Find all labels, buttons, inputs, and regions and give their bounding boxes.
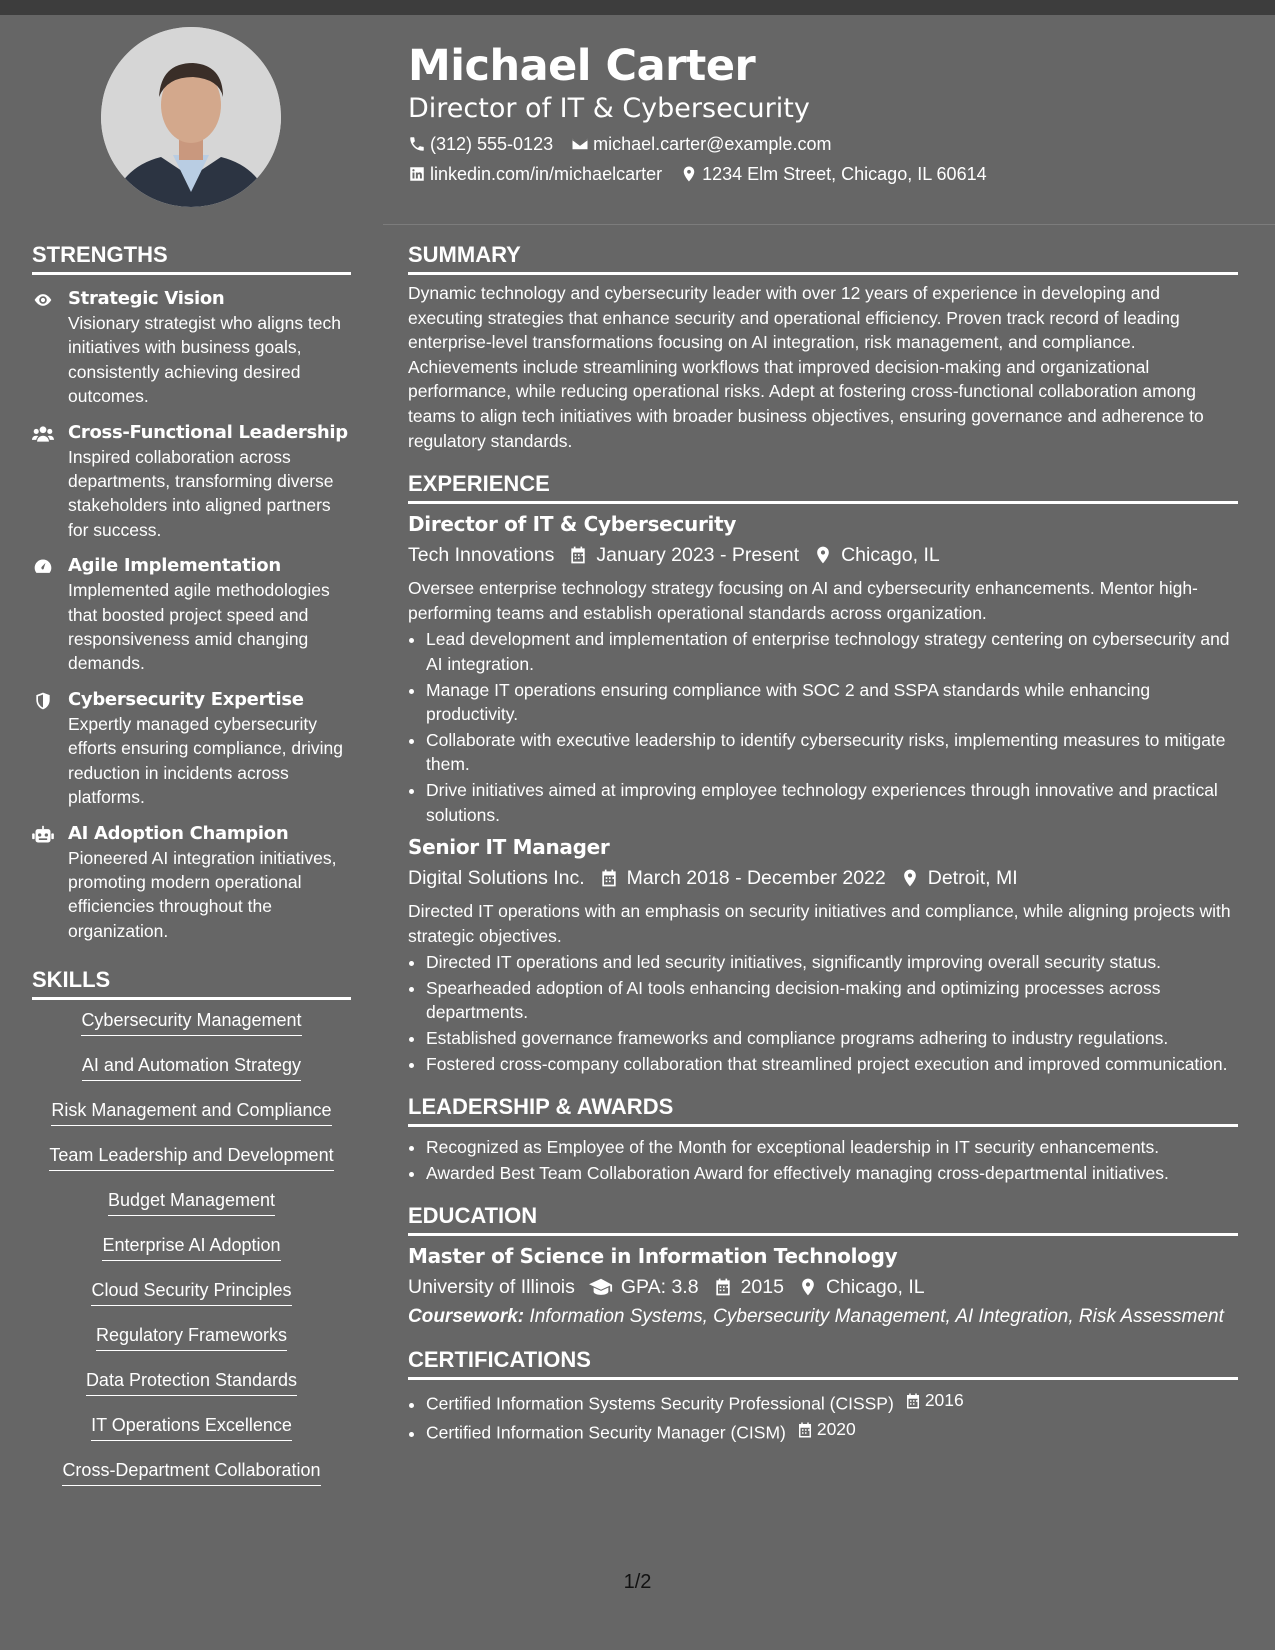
skill-label: Data Protection Standards [86,1368,297,1396]
certification-item [426,1388,1238,1416]
skill-item [32,1233,351,1264]
phone-number: (312) 555-0123 [430,134,554,154]
job-title: Director of IT & Cybersecurity [408,512,737,537]
job-location [813,540,940,570]
bullet-item: • Lead development and implementation of enterprise technology strategy centering on cybersecurity and AI integration. [426,627,1238,676]
skill-item [32,1278,351,1309]
skill-label: Team Leadership and Development [49,1143,333,1171]
linkedin-url: linkedin.com/in/michaelcarter [430,164,663,184]
skill-item [32,1053,351,1084]
year-text: 2020 [816,1419,856,1440]
gpa-text: GPA: 3.8 [620,1276,699,1299]
strengths-heading: STRENGTHS [32,240,351,275]
job-company [408,863,585,893]
calendar-icon [568,545,588,565]
skill-label: Enterprise AI Adoption [102,1233,280,1261]
job-dates [568,540,799,570]
skill-item [32,1188,351,1219]
header-divider [383,224,1275,225]
education-location [798,1272,925,1302]
calendar-icon [796,1421,814,1439]
location-text: Chicago, IL [825,1276,925,1299]
certification-year [904,1388,964,1413]
skill-item [32,1323,351,1354]
contact-row-2 [408,162,1228,186]
strength-title: Strategic Vision [68,288,225,309]
strength-title: Agile Implementation [68,555,281,577]
left-column [32,240,351,1503]
strength-item [32,421,351,543]
location-pin-icon [798,1277,818,1297]
certification-name: Certified Information Systems Security Professional (CISSP) [426,1393,894,1414]
job-title: Senior IT Manager [408,835,610,860]
strength-item [32,688,351,810]
coursework-text: Information Systems, Cybersecurity Management, AI Integration, Risk Assessment [529,1306,1224,1328]
school [408,1272,575,1302]
envelope-icon [571,135,589,153]
education-section [408,1201,1238,1329]
candidate-name: Michael Carter [408,41,756,91]
bullet-item: • Directed IT operations and led security initiatives, significantly improving overall security status. [426,950,1238,975]
awards-list [408,1135,1238,1185]
calendar-icon [599,868,619,888]
email-address: michael.carter@example.com [593,134,832,154]
location-text: Chicago, IL [841,544,940,567]
linkedin-contact[interactable] [408,162,662,186]
phone-icon [408,135,426,153]
strength-title: Cross-Functional Leadership [68,421,348,443]
skills-section [32,965,351,1489]
coursework [408,1304,1238,1329]
strengths-list [32,287,351,943]
experience-heading: EXPERIENCE [408,469,1238,504]
strength-desc: Inspired collaboration across departments, transforming diverse stakeholders into aligned partners for success. [68,446,334,540]
skill-label: Cross-Department Collaboration [62,1458,320,1486]
bullet-item: • Manage IT operations ensuring compliance with SOC 2 and SSPA standards while enhancing productivity. [426,678,1238,727]
profile-photo [101,27,281,207]
gpa [589,1272,699,1302]
strength-desc: Pioneered AI integration initiatives, promoting modern operational efficiencies throughout the organization. [68,847,337,941]
top-bar [0,0,1275,15]
address-contact [680,162,987,186]
certification-name: Certified Information Security Manager (CISM) [426,1422,786,1443]
summary-heading: SUMMARY [408,240,1238,275]
strength-title: Cybersecurity Expertise [68,688,304,710]
certifications-list [408,1388,1238,1445]
awards-section [408,1092,1238,1185]
education-heading: EDUCATION [408,1201,1238,1236]
job-meta [408,540,1238,570]
address: 1234 Elm Street, Chicago, IL 60614 [702,164,987,184]
job-summary: Directed IT operations with an emphasis on security initiatives and compliance, while aligning projects with strategic objectives. [408,901,1231,946]
job-bullets [408,627,1238,827]
job-entry [408,833,1238,1076]
summary-text: Dynamic technology and cybersecurity leader with over 12 years of experience in developing and executing strategies that enhance security and operational efficiency. Proven track record of leading enterprise-level transformations focusing on AI integration, risk management, and compliance. Achievements include streamlining workflows that improved decision-making and organizational performance, while reducing operational risks. Adept at fostering cross-functional collaboration among teams to align tech initiatives with broader business objectives, ensuring governance and adherence to regulatory standards. [408,283,1204,451]
year-text: 2015 [740,1276,784,1299]
person-photo-icon [101,27,281,207]
company-name: Tech Innovations [408,544,555,567]
certifications-section [408,1345,1238,1445]
certifications-heading: CERTIFICATIONS [408,1345,1238,1380]
skills-list [32,1008,351,1489]
skill-label: Cybersecurity Management [81,1008,301,1036]
job-bullets [408,950,1238,1076]
bullet-item: • Drive initiatives aimed at improving employee technology experiences through innovative and practical solutions. [426,778,1238,827]
job-company [408,540,554,570]
strength-title: AI Adoption Champion [68,822,289,844]
job-meta [408,863,1238,893]
skills-heading: SKILLS [32,965,351,1000]
school-name: University of Illinois [408,1276,575,1299]
calendar-icon [904,1392,922,1410]
job-entry [408,510,1238,827]
strength-item [32,822,351,944]
location-pin-icon [680,165,698,183]
bullet-item: • Spearheaded adoption of AI tools enhancing decision-making and optimizing processes across departments. [426,976,1238,1025]
candidate-title: Director of IT & Cybersecurity [408,93,810,124]
award-item: • Awarded Best Team Collaboration Award for effectively managing cross-departmental initiatives. [426,1161,1238,1186]
dates-text: January 2023 - Present [596,544,800,567]
coursework-label: Coursework: [408,1306,525,1328]
location-text: Detroit, MI [927,867,1018,890]
contact-row-1 [408,132,1228,156]
gauge-icon [32,557,54,577]
phone-contact[interactable] [408,132,553,156]
education-year [713,1272,784,1302]
education-meta [408,1272,1238,1302]
experience-section [408,469,1238,1076]
location-pin-icon [900,868,920,888]
year-text: 2016 [924,1390,964,1411]
job-summary: Oversee enterprise technology strategy focusing on AI and cybersecurity enhancements. Mentor high-performing teams and establish operational standards across organization. [408,578,1198,623]
bullet-item: • Collaborate with executive leadership to identify cybersecurity risks, implementing measures to mitigate them. [426,728,1238,777]
skill-item [32,1413,351,1444]
skill-item [32,1458,351,1489]
graduation-cap-icon [589,1277,613,1297]
skill-label: Regulatory Frameworks [96,1323,287,1351]
strength-item [32,554,351,676]
skill-item [32,1368,351,1399]
page-number: 1/2 [623,1571,652,1593]
award-item: • Recognized as Employee of the Month for exceptional leadership in IT security enhancements. [426,1135,1238,1160]
skill-item [32,1098,351,1129]
strength-desc: Visionary strategist who aligns tech initiatives with business goals, consistently achieving desired outcomes. [68,313,342,407]
certification-year [796,1417,856,1442]
bullet-item: • Fostered cross-company collaboration that streamlined project execution and improved communication. [426,1052,1238,1077]
skill-label: IT Operations Excellence [91,1413,292,1441]
skill-label: Cloud Security Principles [91,1278,291,1306]
degree-title: Master of Science in Information Technology [408,1244,898,1269]
skill-label: AI and Automation Strategy [82,1053,301,1081]
skill-label: Budget Management [108,1188,275,1216]
company-name: Digital Solutions Inc. [408,867,585,890]
shield-icon [32,691,54,711]
right-column [408,240,1238,1446]
dates-text: March 2018 - December 2022 [626,867,886,890]
job-dates [599,863,886,893]
strength-desc: Implemented agile methodologies that boosted project speed and responsiveness amid changing demands. [68,580,330,674]
skill-item [32,1143,351,1174]
strength-desc: Expertly managed cybersecurity efforts ensuring compliance, driving reduction in incidents across platforms. [68,713,343,808]
awards-heading: LEADERSHIP & AWARDS [408,1092,1238,1127]
skill-label: Risk Management and Compliance [51,1098,331,1126]
header [408,40,1228,186]
users-icon [32,424,54,444]
job-location [900,863,1018,893]
certification-item [426,1417,1238,1445]
bullet-item: • Established governance frameworks and compliance programs adhering to industry regulations. [426,1026,1238,1051]
robot-icon [32,825,54,845]
location-pin-icon [813,545,833,565]
linkedin-icon [408,165,426,183]
strength-item [32,287,351,409]
calendar-icon [713,1277,733,1297]
skill-item [32,1008,351,1039]
eye-icon [32,290,54,310]
email-contact[interactable] [571,132,831,156]
